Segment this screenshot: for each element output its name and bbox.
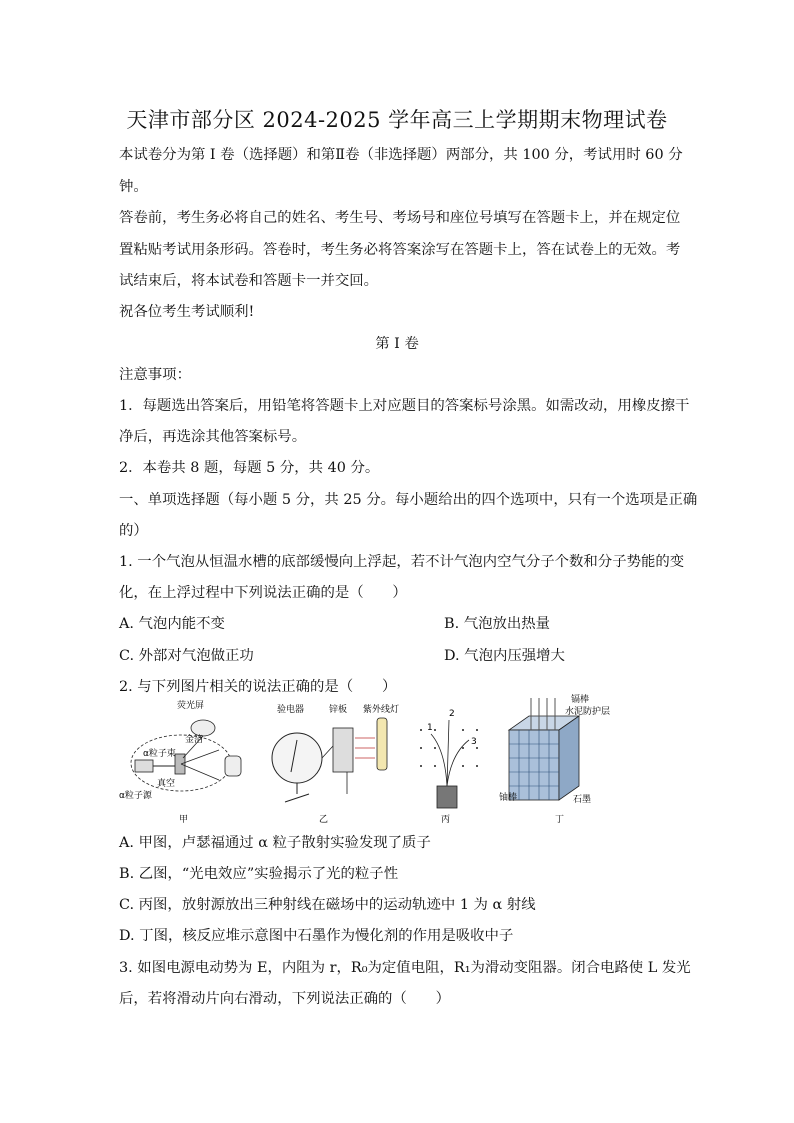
intro-line: 试结束后，将本试卷和答题卡一并交回。 bbox=[119, 273, 379, 289]
caption-bing: 丙 bbox=[441, 815, 451, 825]
label-alpha-source: α粒子源 bbox=[119, 791, 152, 801]
q1-option-d: D. 气泡内压强增大 bbox=[444, 648, 565, 664]
figure-yi bbox=[272, 703, 399, 825]
label-gold-foil: 金箔 bbox=[185, 735, 204, 745]
intro-line: 本试卷分为第 I 卷（选择题）和第Ⅱ卷（非选择题）两部分，共 100 分，考试用时 60 分 bbox=[119, 147, 683, 163]
section-title: 第 I 卷 bbox=[375, 336, 419, 352]
label-zinc-plate: 锌板 bbox=[329, 705, 348, 715]
label-vacuum: 真空 bbox=[157, 779, 176, 789]
q3-stem: 后，若将滑动片向右滑动，下列说法正确的（ ） bbox=[119, 991, 450, 1007]
notes-heading: 注意事项： bbox=[119, 367, 191, 383]
label-cadmium-rod: 镉棒 bbox=[571, 695, 590, 705]
q1-option-c: C. 外部对气泡做正功 bbox=[119, 648, 254, 664]
q3-stem: 3. 如图电源电动势为 E，内阻为 r，R₀为定值电阻，R₁为滑动变阻器。闭合电路使 L 发光 bbox=[119, 960, 691, 976]
caption-yi: 乙 bbox=[319, 815, 329, 825]
note-line: 净后，再选涂其他答案标号。 bbox=[119, 429, 307, 445]
figure-jia bbox=[119, 699, 241, 825]
intro-line: 祝各位考生考试顺利! bbox=[119, 304, 255, 320]
q1-option-a: A. 气泡内能不变 bbox=[119, 616, 225, 632]
q2-option-b: B. 乙图，“光电效应”实验揭示了光的粒子性 bbox=[119, 866, 399, 882]
intro-line: 答卷前，考生务必将自己的姓名、考生号、考场号和座位号填写在答题卡上，并在规定位 bbox=[119, 210, 681, 226]
figure-bing bbox=[420, 709, 478, 825]
track-label-2: 2 bbox=[449, 709, 455, 719]
label-fluorescent-screen: 荧光屏 bbox=[177, 701, 205, 711]
q2-figure bbox=[119, 690, 611, 825]
label-uranium-rod: 铀棒 bbox=[499, 793, 518, 803]
q2-option-d: D. 丁图，核反应堆示意图中石墨作为慢化剂的作用是吸收中子 bbox=[119, 928, 514, 944]
page-title: 天津市部分区 2024-2025 学年高三上学期期末物理试卷 bbox=[126, 108, 668, 132]
track-label-3: 3 bbox=[471, 737, 477, 747]
q2-stem: 2. 与下列图片相关的说法正确的是（ ） bbox=[119, 679, 397, 695]
label-alpha-beam: α粒子束 bbox=[143, 749, 176, 759]
note-line: 1．每题选出答案后，用铅笔将答题卡上对应题目的答案标号涂黑。如需改动，用橡皮擦干 bbox=[119, 398, 690, 414]
q2-option-c: C. 丙图，放射源放出三种射线在磁场中的运动轨迹中 1 为 α 射线 bbox=[119, 897, 536, 913]
caption-ding: 丁 bbox=[555, 815, 565, 825]
section-heading: 一、单项选择题（每小题 5 分，共 25 分。每小题给出的四个选项中，只有一个选项是正确 bbox=[119, 492, 698, 508]
q1-stem: 1. 一个气泡从恒温水槽的底部缓慢向上浮起，若不计气泡内空气分子个数和分子势能的变 bbox=[119, 554, 685, 570]
section-heading: 的） bbox=[119, 523, 148, 539]
track-label-1: 1 bbox=[427, 723, 433, 733]
label-concrete-layer: 水泥防护层 bbox=[565, 707, 611, 717]
label-graphite: 石墨 bbox=[573, 795, 592, 805]
note-line: 2．本卷共 8 题，每题 5 分，共 40 分。 bbox=[119, 460, 380, 476]
label-uv-lamp: 紫外线灯 bbox=[363, 705, 400, 715]
q1-option-b: B. 气泡放出热量 bbox=[444, 616, 551, 632]
caption-jia: 甲 bbox=[179, 815, 189, 825]
label-electroscope: 验电器 bbox=[277, 705, 305, 715]
figure-ding bbox=[499, 693, 610, 825]
intro-line: 置粘贴考试用条形码。答卷时，考生务必将答案涂写在答题卡上，答在试卷上的无效。考 bbox=[119, 242, 681, 258]
intro-line: 钟。 bbox=[119, 179, 148, 195]
q2-option-a: A. 甲图，卢瑟福通过 α 粒子散射实验发现了质子 bbox=[119, 835, 431, 851]
q1-stem: 化，在上浮过程中下列说法正确的是（ ） bbox=[119, 585, 407, 601]
